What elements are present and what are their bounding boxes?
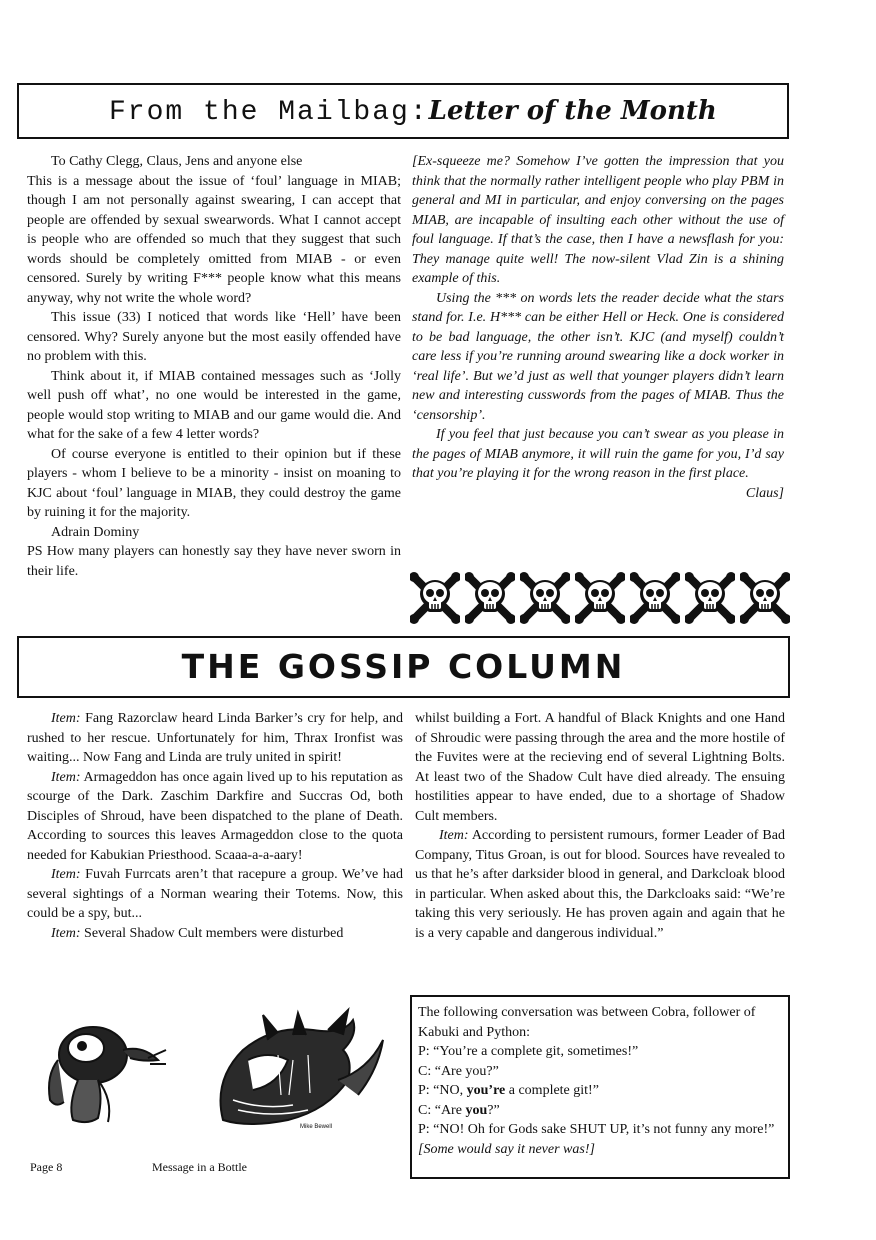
item-label: Item:: [51, 925, 81, 941]
reply-column: [412, 152, 784, 503]
reply-signature: Claus]: [745, 485, 784, 501]
magazine-name: Message in a Bottle: [152, 1160, 247, 1174]
conversation-note: [Some would say it never was!]: [418, 1141, 595, 1157]
conversation-intro: The following conversation was between Cobra, follower of Kabuki and Python:: [418, 1005, 756, 1040]
skull-crossbones-icon: [465, 569, 515, 625]
item-label: Item:: [51, 711, 81, 726]
letter-paragraph: Of course everyone is entitled to their opinion but if these players - whom I believe to be a minority - insist on moaning to KJC about ‘foul’ language in MIAB, they could destroy the game by ruining it for the majority.: [27, 446, 401, 520]
gossip-header-box: [17, 636, 790, 698]
letter-paragraph: Think about it, if MIAB contained messages such as ‘Jolly well push off what’, no one would be interested in the game, people would stop writing to MIAB and our game would die. And what for the sake of a few 4 letter words?: [27, 368, 401, 442]
conversation-line: P: “You’re a complete git, sometimes!”: [418, 1044, 639, 1059]
item-label: Item:: [51, 867, 81, 882]
mailbag-title-script: Letter of the Month: [428, 96, 717, 126]
conversation-line: P: “NO! Oh for Gods sake SHUT UP, it’s not funny any more!”: [418, 1122, 775, 1137]
dragon-figure: [221, 1010, 384, 1124]
conversation-box: [410, 995, 790, 1179]
gossip-item: Item: According to persistent rumours, former Leader of Bad Company, Titus Groan, is out for blood. Sources have revealed to us that he’s after darksider blood in general, and Darkcloak blood in particular. When asked about this, the Darkcloaks said: “We’re taking this very seriously. He has proven again and again that he is a very capable and dangerous individual.”: [415, 828, 785, 941]
letter-postscript: PS How many players can honestly say they have never sworn in their life.: [27, 544, 401, 579]
illustration-credit: Mike Bewell: [300, 1124, 333, 1130]
skull-crossbones-icon: [685, 569, 735, 625]
skull-crossbones-icon: [520, 569, 570, 625]
gossip-item: Item: Fuvah Furrcats aren’t that racepure a group. We’ve had several sightings of a Norman wearing their Totems. Now, this could be a spy, but...: [27, 867, 403, 921]
gossip-item: Item: Several Shadow Cult members were disturbed: [51, 925, 344, 941]
letter-column: [27, 152, 401, 581]
conversation-line: P: “NO, you’re a complete git!”: [418, 1083, 599, 1098]
mailbag-header-box: [17, 83, 789, 139]
conversation-line: C: “Are you?”: [418, 1102, 500, 1118]
reply-paragraph: If you feel that just because you can’t swear as you please in the pages of MIAB anymore, it will ruin the game for you, I’d say that you’re playing it for the wrong reason in the first place.: [412, 427, 784, 481]
page-number: Page 8: [30, 1160, 63, 1174]
gossip-title: THE GOSSIP COLUMN: [181, 647, 626, 686]
skull-crossbones-icon: [630, 569, 680, 625]
letter-paragraph: This is a message about the issue of ‘foul’ language in MIAB; though I am not personally against swearing, I can accept that people are offended by sexual swearwords. What I cannot accept is people who are offended so much that they suggest that such words should be completely omitted from MIAB - or even censored. Surely by writing F*** people know what this means anyway, why not write the whole word?: [27, 173, 401, 306]
skull-crossbones-icon: [410, 569, 460, 625]
gossip-item-continued: whilst building a Fort. A handful of Black Knights and one Hand of Shroudic were passing through the area and the more hostile of the Fuvites were at the recieving end of several Lightning Bolts. At least two of the Shadow Cult have died already. The ensuing hostilities appear to have ended, due to a shortage of Shadow Cult members.: [415, 711, 785, 824]
skull-divider: [410, 569, 790, 625]
creature-illustration: [38, 1000, 400, 1140]
conversation-line: C: “Are you?”: [418, 1063, 499, 1079]
item-label: Item:: [439, 828, 469, 843]
letter-paragraph: This issue (33) I noticed that words like ‘Hell’ have been censored. Why? Surely anyone but the most easily offended have no problem with this.: [27, 310, 401, 364]
mailbag-title: [109, 93, 717, 131]
mailbag-title-main: From the Mailbag:: [109, 97, 429, 128]
gossip-left-column: [27, 709, 403, 943]
skull-crossbones-icon: [740, 569, 790, 625]
goblin-figure: [49, 1027, 166, 1122]
skull-crossbones-icon: [575, 569, 625, 625]
letter-signature: Adrain Dominy: [51, 524, 140, 540]
gossip-item: Item: Armageddon has once again lived up to his reputation as scourge of the Dark. Zaschim Darkfire and Succras Od, both Disciples of Shroud, have been dispatched to the plane of Death. According to sources this leaves Armageddon close to the quota needed for Kabukian Priesthood. Scaaa-a-a-aary!: [27, 769, 403, 863]
letter-salutation: To Cathy Clegg, Claus, Jens and anyone else: [51, 154, 303, 169]
gossip-right-column: [415, 709, 785, 943]
gossip-item: Item: Fang Razorclaw heard Linda Barker’s cry for help, and rushed to her rescue. Unfortunately for him, Thrax Ironfist was waiting... Now Fang and Linda are truly united in spirit!: [27, 711, 403, 765]
reply-paragraph: Using the *** on words lets the reader decide what the stars stand for. I.e. H*** can be either Hell or Heck. One is considered to be bad language, the other isn’t. KJC (and myself) couldn’t care less if you’re running around swearing like a dock worker in ‘real life’. But we’d just as well that younger players didn’t learn new and interesting cusswords from the pages of MIAB. Thus the ‘censorship’.: [412, 290, 784, 423]
reply-paragraph: [Ex-squeeze me? Somehow I’ve gotten the impression that you think that the normally rather intelligent people who play PBM in general and MI in particular, and enjoy conversing on the pages MIAB, are incapable of insulting each other without the use of foul language. If that’s the case, then I have a newsflash for you: They manage quite well! The now-silent Vlad Zin is a shining example of this.: [412, 154, 784, 286]
item-label: Item:: [51, 769, 81, 785]
